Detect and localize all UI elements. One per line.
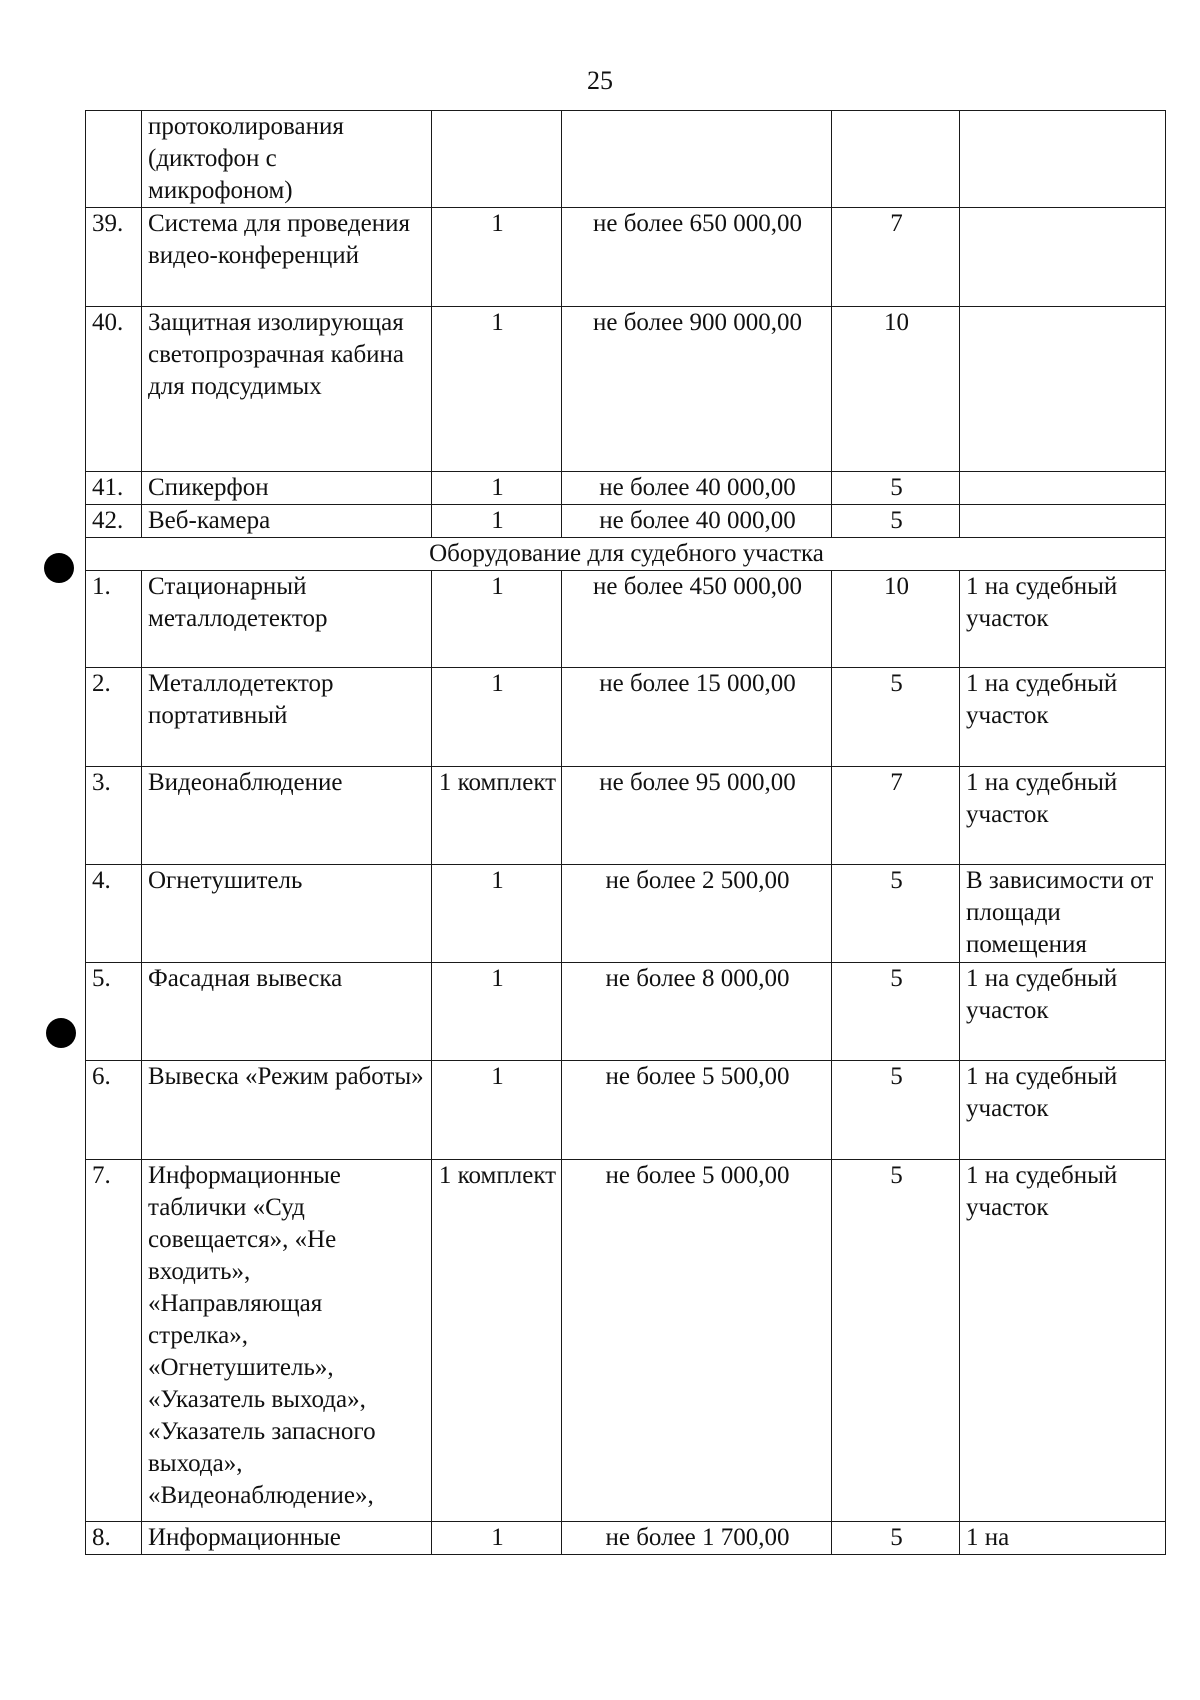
item-service-life: 5	[832, 963, 960, 1061]
item-quantity: 1 комплект	[432, 767, 562, 865]
item-quantity: 1	[432, 472, 562, 505]
item-number: 6.	[86, 1061, 142, 1160]
item-number: 5.	[86, 963, 142, 1061]
item-number: 2.	[86, 668, 142, 767]
item-service-life: 7	[832, 767, 960, 865]
section-heading: Оборудование для судебного участка	[86, 538, 1166, 571]
equipment-table	[85, 110, 1166, 1555]
item-name: Защитная изолирующая светопрозрачная кабина для подсудимых	[142, 307, 432, 472]
item-number: 41.	[86, 472, 142, 505]
item-note: 1 на судебный участок	[960, 767, 1166, 865]
item-service-life: 7	[832, 208, 960, 307]
item-name: Фасадная вывеска	[142, 963, 432, 1061]
item-quantity: 1	[432, 1061, 562, 1160]
item-number: 3.	[86, 767, 142, 865]
item-quantity: 1 комплект	[432, 1160, 562, 1522]
item-note	[960, 472, 1166, 505]
item-service-life: 5	[832, 668, 960, 767]
item-price: не более 2 500,00	[562, 865, 832, 963]
item-note: 1 на судебный участок	[960, 1160, 1166, 1522]
item-quantity: 1	[432, 505, 562, 538]
table-row	[86, 208, 1166, 307]
table-row	[86, 571, 1166, 668]
item-name: Веб-камера	[142, 505, 432, 538]
item-service-life: 5	[832, 505, 960, 538]
item-note: 1 на судебный участок	[960, 1061, 1166, 1160]
item-name: Металлодетектор портативный	[142, 668, 432, 767]
item-price: не более 95 000,00	[562, 767, 832, 865]
item-service-life: 5	[832, 1522, 960, 1555]
item-note: 1 на	[960, 1522, 1166, 1555]
item-quantity: 1	[432, 963, 562, 1061]
table-row	[86, 1061, 1166, 1160]
item-quantity: 1	[432, 208, 562, 307]
table-row	[86, 1522, 1166, 1555]
item-price: не более 8 000,00	[562, 963, 832, 1061]
item-number: 39.	[86, 208, 142, 307]
table-row	[86, 307, 1166, 472]
item-price: не более 40 000,00	[562, 472, 832, 505]
item-service-life	[832, 111, 960, 208]
item-number: 40.	[86, 307, 142, 472]
item-quantity: 1	[432, 571, 562, 668]
item-name: Информационные	[142, 1522, 432, 1555]
punch-hole-mark	[44, 553, 74, 583]
item-price: не более 1 700,00	[562, 1522, 832, 1555]
item-name: Видеонаблюдение	[142, 767, 432, 865]
item-note: 1 на судебный участок	[960, 668, 1166, 767]
table-row	[86, 472, 1166, 505]
item-price	[562, 111, 832, 208]
item-service-life: 10	[832, 307, 960, 472]
item-name: Информационные таблички «Суд совещается», «Не входить», «Направляющая стрелка», «Огнетушитель», «Указатель выхода», «Указатель запасного выхода», «Видеонаблюдение»,	[142, 1160, 432, 1522]
item-name: Огнетушитель	[142, 865, 432, 963]
item-name: Вывеска «Режим работы»	[142, 1061, 432, 1160]
item-price: не более 5 000,00	[562, 1160, 832, 1522]
item-note	[960, 505, 1166, 538]
item-note: 1 на судебный участок	[960, 571, 1166, 668]
item-number: 42.	[86, 505, 142, 538]
item-name: Спикерфон	[142, 472, 432, 505]
item-quantity: 1	[432, 1522, 562, 1555]
item-note	[960, 111, 1166, 208]
item-service-life: 5	[832, 865, 960, 963]
item-service-life: 5	[832, 1160, 960, 1522]
item-quantity: 1	[432, 865, 562, 963]
item-quantity	[432, 111, 562, 208]
item-name: Система для проведения видео-конференций	[142, 208, 432, 307]
item-note: В зависимости от площади помещения	[960, 865, 1166, 963]
item-note	[960, 307, 1166, 472]
page-number: 25	[587, 66, 613, 95]
table-row	[86, 505, 1166, 538]
item-price: не более 900 000,00	[562, 307, 832, 472]
item-price: не более 650 000,00	[562, 208, 832, 307]
item-number	[86, 111, 142, 208]
item-note: 1 на судебный участок	[960, 963, 1166, 1061]
item-quantity: 1	[432, 307, 562, 472]
item-price: не более 40 000,00	[562, 505, 832, 538]
table-row	[86, 963, 1166, 1061]
table-row	[86, 767, 1166, 865]
item-price: не более 450 000,00	[562, 571, 832, 668]
item-name: Стационарный металлодетектор	[142, 571, 432, 668]
item-service-life: 10	[832, 571, 960, 668]
item-number: 4.	[86, 865, 142, 963]
item-price: не более 5 500,00	[562, 1061, 832, 1160]
table-row	[86, 111, 1166, 208]
punch-hole-mark	[46, 1018, 76, 1048]
item-number: 8.	[86, 1522, 142, 1555]
item-number: 7.	[86, 1160, 142, 1522]
item-note	[960, 208, 1166, 307]
table-row	[86, 1160, 1166, 1522]
table-row	[86, 865, 1166, 963]
table-row	[86, 668, 1166, 767]
item-quantity: 1	[432, 668, 562, 767]
item-price: не более 15 000,00	[562, 668, 832, 767]
item-service-life: 5	[832, 1061, 960, 1160]
item-service-life: 5	[832, 472, 960, 505]
item-number: 1.	[86, 571, 142, 668]
section-row	[86, 538, 1166, 571]
item-name: протоколирования (диктофон с микрофоном)	[142, 111, 432, 208]
